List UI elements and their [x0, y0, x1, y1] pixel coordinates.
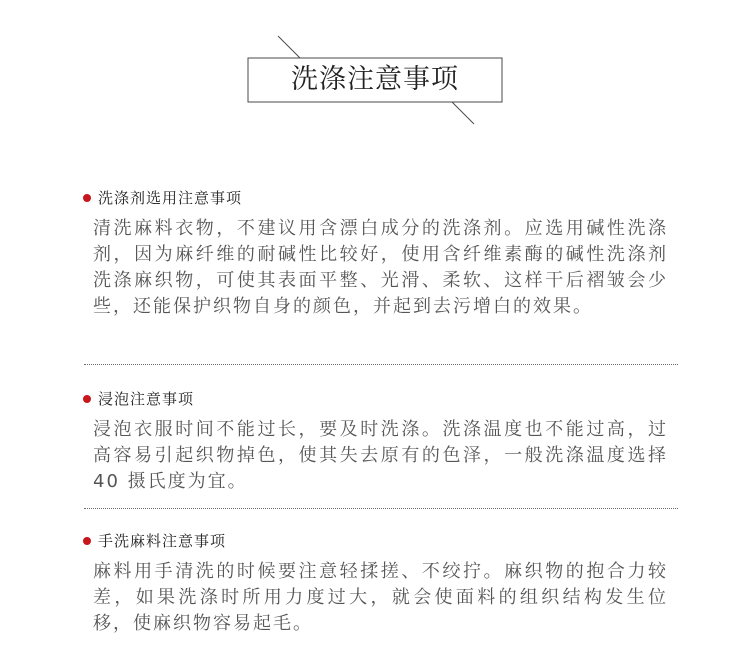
section-heading-text: 浸泡注意事项: [98, 390, 195, 408]
bullet-dot-icon: [83, 395, 91, 403]
title-frame: [0, 0, 750, 130]
section-body-text: 麻料用手清洗的时候要注意轻揉搓、不绞拧。麻织物的抱合力较差，如果洗涤时所用力度过大，就会使面料的组织结构发生位移，使麻织物容易起毛。: [93, 561, 668, 634]
page-title: 洗涤注意事项: [291, 64, 459, 95]
section-heading: [80, 186, 680, 210]
section-heading-text: 手洗麻料注意事项: [98, 532, 227, 550]
dotted-divider: [84, 364, 678, 365]
section-heading: [80, 529, 680, 553]
section-soaking: [80, 387, 680, 495]
section-detergent: [80, 186, 680, 320]
section-hand-wash: [80, 529, 680, 637]
section-body-text: 浸泡衣服时间不能过长，要及时洗涤。洗涤温度也不能过高，过高容易引起织物掉色，使其失去原有的色泽，一般洗涤温度选择 40 摄氏度为宜。: [93, 419, 668, 492]
bullet-dot-icon: [83, 194, 91, 202]
section-heading-text: 洗涤剂选用注意事项: [98, 189, 243, 207]
bullet-dot-icon: [83, 537, 91, 545]
section-body-text: 清洗麻料衣物，不建议用含漂白成分的洗涤剂。应选用碱性洗涤剂，因为麻纤维的耐碱性比较好，使用含纤维素酶的碱性洗涤剂洗涤麻织物，可使其表面平整、光滑、柔软、这样干后褶皱会少些，还能保护织物自身的颜色，并起到去污增白的效果。: [93, 218, 668, 317]
dotted-divider: [84, 508, 678, 509]
section-heading: [80, 387, 680, 411]
